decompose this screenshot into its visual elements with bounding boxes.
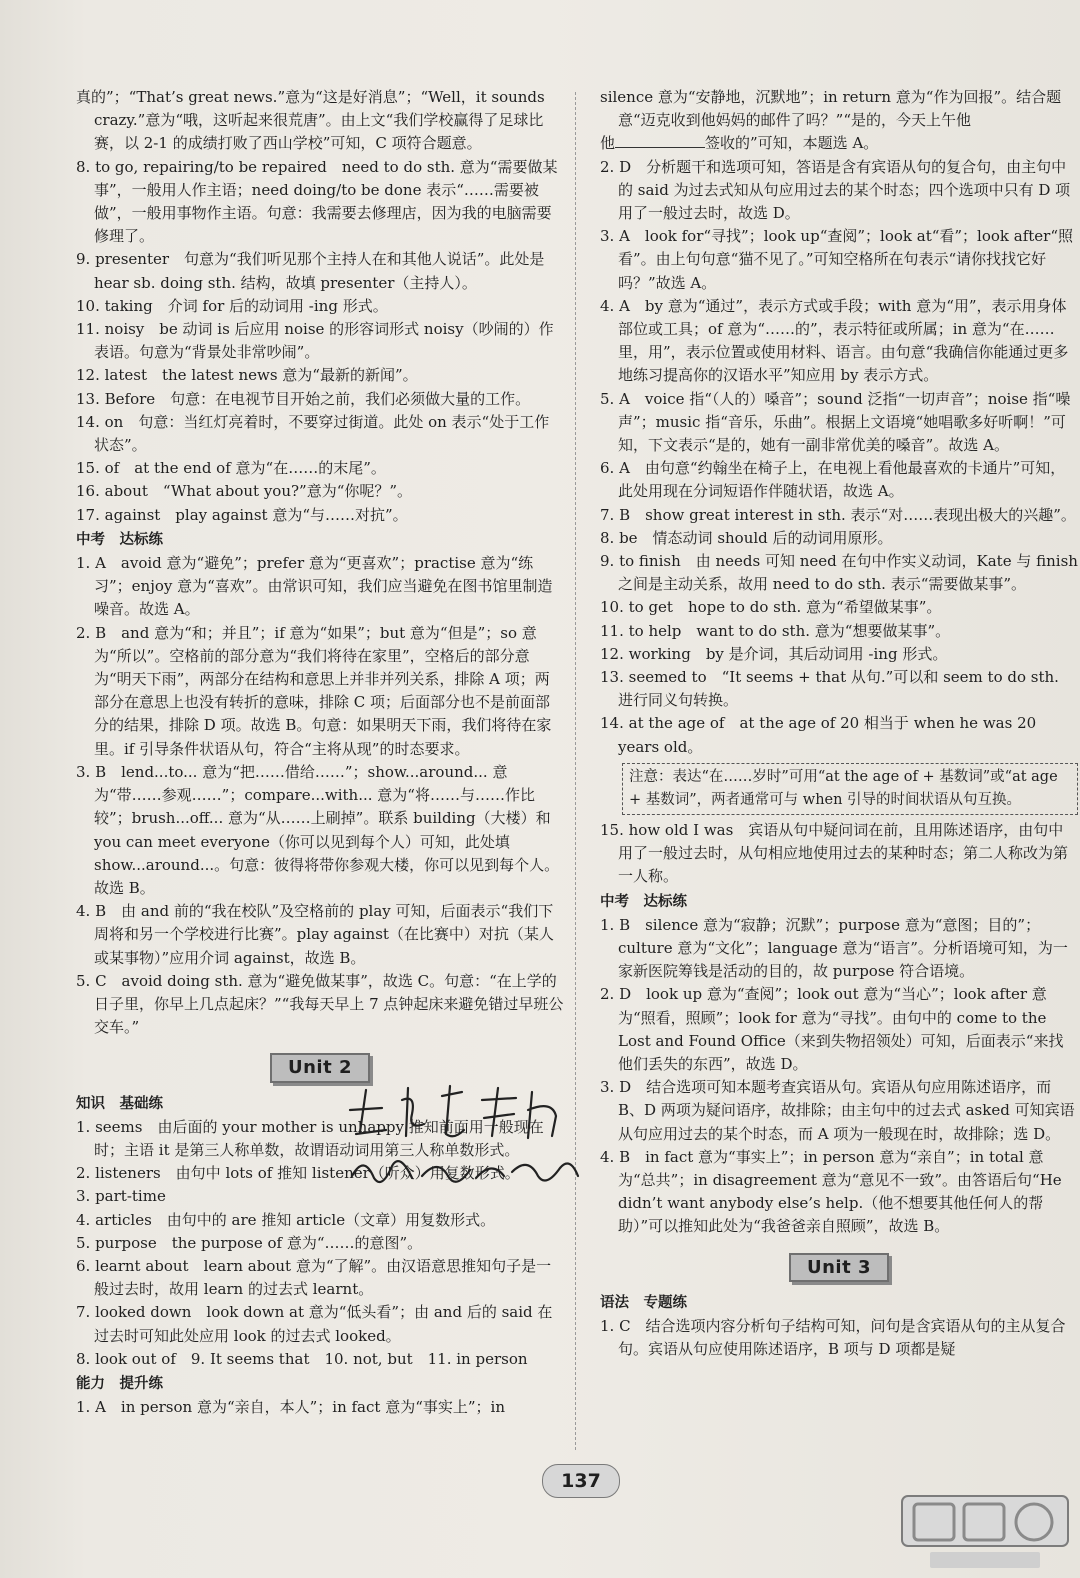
unit-heading: Unit 2 [270, 1053, 370, 1082]
answer-item: 4. B in fact 意为“事实上”；in person 意为“亲自”；in total 意为“总共”；in disagreement 意为“意见不一致”。由答语后句“He didn’t want anybody else’s help.（他不想要其他任何人的帮助）”可以推知此处为“我爸爸亲自照顾”，故选 B。 [600, 1147, 1062, 1236]
left-column [76, 86, 564, 1419]
answer-item: 11. noisy be 动词 is 后应用 noise 的形容词形式 noisy（吵闹的）作表语。句意为“背景处非常吵闹”。 [76, 320, 554, 362]
unit-heading-wrap [76, 1053, 564, 1082]
answer-item: 2. listeners 由句中 lots of 推知 listener（听众）用复数形式。 [76, 1164, 520, 1183]
answer-item: 2. D look up 意为“查阅”；look out 意为“当心”；look after 意为“照看，照顾”；look for 意为“寻找”。由句中的 come to the Lost and Found Office（来到失物招领处）可知，后面表示“来找他们丢失的东西”，故选 D。 [600, 985, 1064, 1073]
handwritten-watermark [342, 1080, 582, 1200]
answer-item: 1. C 结合选项内容分析句子结构可知，问句是含宾语从句的主从复合句。宾语从句应使用陈述语序，B 项与 D 项都是疑 [600, 1316, 1066, 1359]
text-before-blank: 他 [600, 134, 616, 153]
answer-item: 17. against play against 意为“与……对抗”。 [76, 505, 408, 524]
column-divider [575, 92, 576, 1450]
answer-item: 12. latest the latest news 意为“最新的新闻”。 [76, 366, 418, 385]
answer-item: 3. B lend...to... 意为“把……借给……”；show...around... 意为“带……参观……”；compare...with... 意为“将……与……作比较”；brush...off... 意为“从……上刷掉”。联系 building（大楼）和 you can meet everyone（你可以见到每个人）可知，此处填 show...around...。句意：彼得将带你参观大楼，你可以见到每个人。故选 B。 [76, 762, 560, 897]
answer-item: 8. be 情态动词 should 后的动词用原形。 [600, 528, 893, 547]
section-heading: 中考 达标练 [600, 893, 687, 910]
answer-item: 16. about “What about you?”意为“你呢？”。 [76, 482, 413, 501]
answer-item: 14. on 句意：当红灯亮着时，不要穿过街道。此处 on 表示“处于工作状态”。 [76, 412, 550, 455]
section-heading: 能力 提升练 [76, 1375, 163, 1392]
answer-item: 1. B silence 意为“寂静；沉默”；purpose 意为“意图；目的”；culture 意为“文化”；language 意为“语言”。分析语境可知，为一家新医院筹钱是活动的目的，故 purpose 符合语境。 [600, 915, 1068, 981]
answer-item: 3. D 结合选项可知本题考查宾语从句。宾语从句应用陈述语序，而 B、D 两项为疑问语序，故排除；由主句中的过去式 asked 可知宾语从句应用过去的某个时态，而 A 项为一般现在时，故排除；选 D。 [600, 1078, 1075, 1143]
section-heading: 语法 专题练 [600, 1294, 687, 1311]
answer-item: 5. purpose the purpose of 意为“……的意图”。 [76, 1233, 423, 1252]
answer-continuation: 真的”；“That’s great news.”意为“这是好消息”；“Well，it sounds crazy.”意为“哦，这听起来很荒唐”。由上文“我们学校赢得了足球比赛，以 2-1 的成绩打败了西山学校”可知，C 项符合题意。 [76, 88, 545, 153]
section-heading: 中考 达标练 [76, 531, 163, 548]
section-heading: 知识 基础练 [76, 1095, 163, 1112]
answer-item: 1. A in person 意为“亲自，本人”；in fact 意为“事实上”；in [76, 1398, 505, 1417]
answer-continuation: silence 意为“安静地，沉默地”；in return 意为“作为回报”。结合题意“迈克收到他妈妈的邮件了吗？”“是的，今天上午他 [600, 88, 1062, 130]
answer-item: 2. B and 意为“和；并且”；if 意为“如果”；but 意为“但是”；so 意为“所以”。空格前的部分意为“我们将待在家里”，空格后的部分意为“明天下雨”，两部分在结构和意思上并非并列关系，排除 A 项；两部分在意思上也没有转折的意味，排除 C 项；后面部分也不是前面部分的结果，排除 D 项。故选 B。句意：如果明天下雨，我们将待在家里。if 引导条件状语从句，符合“主将从现”的时态要求。 [76, 623, 552, 758]
answer-item: 7. looked down look down at 意为“低头看”；由 and 后的 said 在过去时可知此处应用 look 的过去式 looked。 [76, 1303, 553, 1345]
answer-item: 7. B show great interest in sth. 表示“对……表现出极大的兴趣”。 [600, 505, 1076, 524]
right-column [600, 86, 1078, 1361]
page-number: 137 [542, 1464, 620, 1498]
answer-item: 12. working by 是介词，其后动词用 -ing 形式。 [600, 644, 948, 663]
answer-item: 3. A look for“寻找”；look up“查阅”；look at“看”；look after“照看”。由上句句意“猫不见了。”可知空格所在句表示“请你找找它好吗？”故选 A。 [600, 227, 1074, 292]
answer-item: 5. C avoid doing sth. 意为“避免做某事”，故选 C。句意：“在上学的日子里，你早上几点起床？”“我每天早上 7 点钟起床来避免错过早班公交车。” [76, 971, 564, 1037]
unit-heading-wrap [600, 1253, 1078, 1282]
answer-item: 2. D 分析题干和选项可知，答语是含有宾语从句的复合句，由主句中的 said 为过去式知从句应用过去的某个时态；四个选项中只有 D 项用了一般过去时，故选 D。 [600, 157, 1071, 223]
fill-blank [615, 133, 705, 148]
answer-item: 1. seems 由后面的 your mother is unhappy 推知前面用一般现在时；主语 it 是第三人称单数，故谓语动词用第三人称单数形式。 [76, 1117, 544, 1159]
answer-item: 11. to help want to do sth. 意为“想要做某事”。 [600, 621, 951, 640]
answer-item: 15. how old I was 宾语从句中疑问词在前，且用陈述语序，由句中用了一般过去时，从句相应地使用过去的某种时态；第二人称改为第一人称。 [600, 820, 1069, 886]
answer-item: 1. A avoid 意为“避免”；prefer 意为“更喜欢”；practise 意为“练习”；enjoy 意为“喜欢”。由常识可知，我们应当避免在图书馆里制造噪音。故选 A。 [76, 554, 553, 619]
answer-item: 14. at the age of at the age of 20 相当于 when he was 20 years old。 [600, 714, 1037, 756]
answer-item: 9. to finish 由 needs 可知 need 在句中作实义动词，Kate 与 finish 之间是主动关系，故用 need to do sth. 表示“需要做某事”。 [600, 552, 1078, 594]
answer-text-with-blank [600, 132, 1078, 155]
text-after-blank: 签收的”可知，本题选 A。 [705, 134, 879, 153]
answer-item: 4. A by 意为“通过”，表示方式或手段；with 意为“用”，表示用身体部位或工具；of 意为“……的”，表示特征或所属；in 意为“在……里，用”，表示位置或使用材料、语言。由句意“我确信你能通过更多地练习提高你的汉语水平”知应用 by 表示方式。 [600, 296, 1069, 385]
site-logo [900, 1492, 1070, 1572]
answer-item: 3. part-time [76, 1187, 166, 1206]
answer-item: 13. Before 句意：在电视节目开始之前，我们必须做大量的工作。 [76, 389, 531, 408]
answer-item: 9. presenter 句意为“我们听见那个主持人在和其他人说话”。此处是 hear sb. doing sth. 结构，故填 presenter（主持人）。 [76, 250, 545, 292]
answer-item: 10. to get hope to do sth. 意为“希望做某事”。 [600, 598, 942, 617]
answer-item: 10. taking 介词 for 后的动词用 -ing 形式。 [76, 296, 388, 315]
answer-item: 4. B 由 and 前的“我在校队”及空格前的 play 可知，后面表示“我们下周将和另一个学校进行比赛”。play against（在比赛中）对抗（某人或某事物）”应用介词 against，故选 B。 [76, 902, 554, 967]
answer-item: 8. to go, repairing/to be repaired need to do sth. 意为“需要做某事”，一般用人作主语；need doing/to be done 表示“……需要被做”，一般用事物作主语。句意：我需要去修理店，因为我的电脑需要修理了。 [76, 157, 558, 246]
answer-item: 13. seemed to “It seems + that 从句.”可以和 seem to do sth. 进行同义句转换。 [600, 668, 1059, 710]
answer-item: 15. of at the end of 意为“在……的末尾”。 [76, 459, 386, 478]
answer-item: 6. A 由句意“约翰坐在椅子上，在电视上看他最喜欢的卡通片”可知，此处用现在分词短语作伴随状语，故选 A。 [600, 459, 1066, 501]
note-box: 注意：表达“在……岁时”可用“at the age of + 基数词”或“at age + 基数词”，两者通常可与 when 引导的时间状语从句互换。 [622, 763, 1078, 815]
unit-heading: Unit 3 [789, 1253, 889, 1282]
answer-item: 5. A voice 指“（人的）嗓音”；sound 泛指“一切声音”；noise 指“噪声”；music 指“音乐，乐曲”。根据上文语境“她唱歌多好听啊！”可知，下文表示“是的，她有一副非常优美的嗓音”。故选 A。 [600, 389, 1071, 455]
answer-item: 6. learnt about learn about 意为“了解”。由汉语意思推知句子是一般过去时，故用 learn 的过去式 learnt。 [76, 1256, 552, 1299]
answer-item: 8. look out of 9. It seems that 10. not, but 11. in person [76, 1349, 528, 1368]
answer-item: 4. articles 由句中的 are 推知 article（文章）用复数形式。 [76, 1210, 496, 1229]
